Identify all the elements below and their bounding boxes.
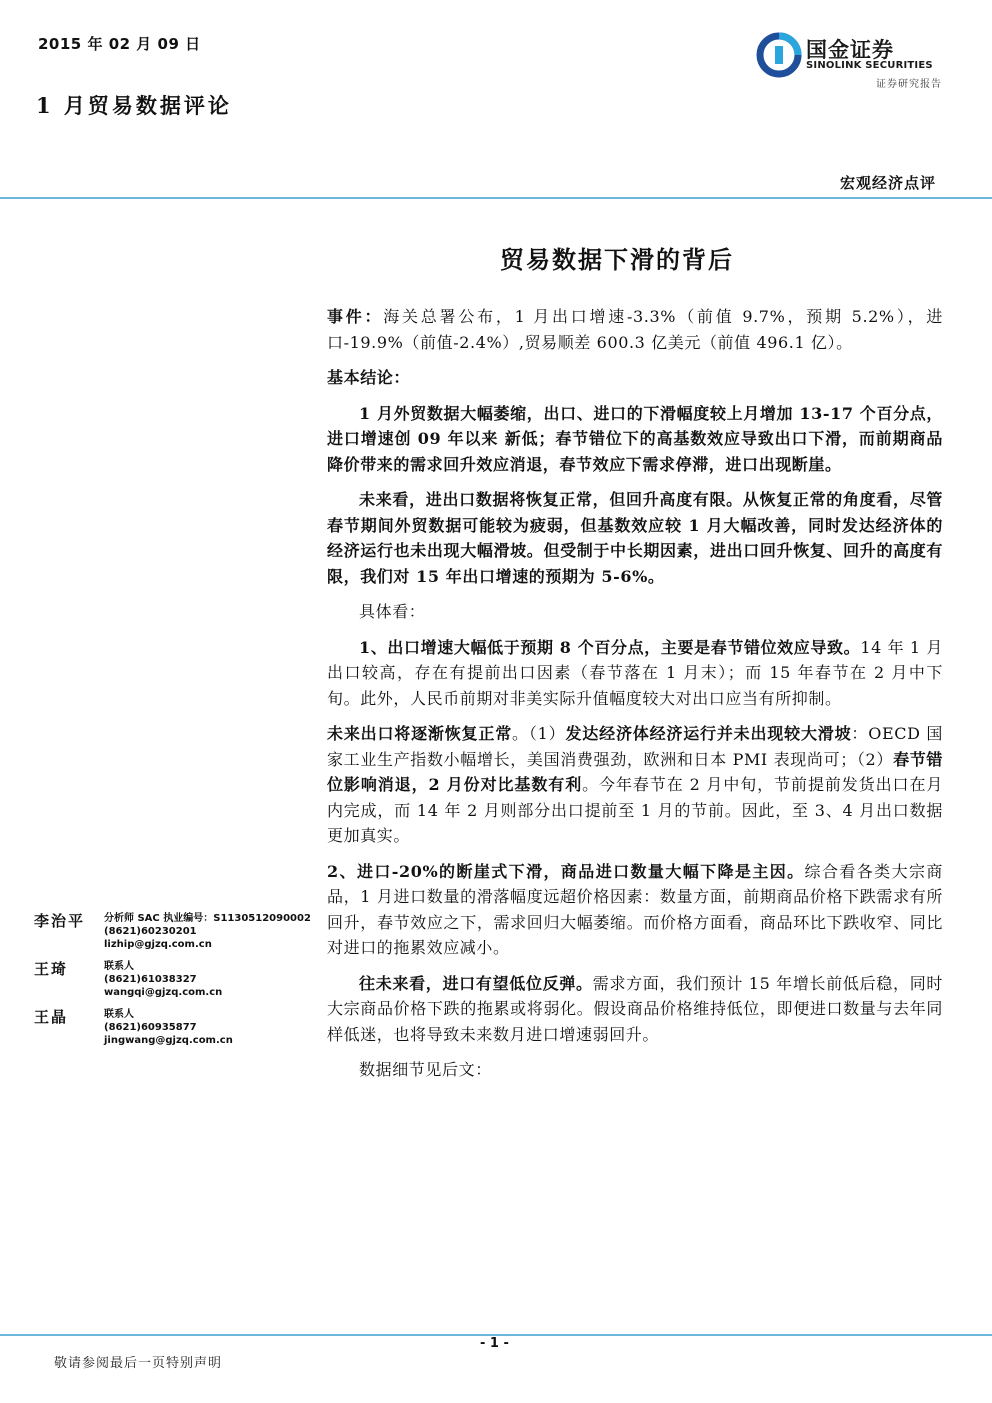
analyst-entry [34, 958, 324, 1006]
logo-subtitle: 证券研究报告 [876, 79, 942, 90]
point-2-paragraph: 2、进口-20%的断崖式下滑，商品进口数量大幅下降是主因。综合看各类大宗商品，1 月进口数量的滑落幅度远超价格因素：数量方面，前期商品价格下跌需求有所回升，春节效应之下，需求回归大幅萎缩。而价格方面看，商品环比下跌收窄、同比对进口的拖累效应减小。 [327, 861, 943, 957]
analyst-name: 李治平 [34, 912, 86, 930]
main-title: 贸易数据下滑的背后 [500, 245, 734, 274]
analyst-contact: 联系人 (8621)60935877 jingwang@gjzq.com.cn [104, 1009, 233, 1046]
logo-mark-icon [756, 32, 802, 78]
header-divider [0, 197, 992, 199]
point-2b-paragraph: 往未来看，进口有望低位反弹。需求方面，我们预计 15 年增长前低后稳，同时大宗商品价格下跌的拖累或将弱化。假设商品价格维持低位，即便进口数量与去年同样低迷，也将导致未来数月进口增速弱回升。 [327, 973, 943, 1044]
conclusion-paragraph-2: 未来看，进出口数据将恢复正常，但回升高度有限。从恢复正常的角度看，尽管春节期间外贸数据可能较为疲弱，但基数效应较 1 月大幅改善，同时发达经济体的经济运行也未出现大幅滑坡。但受制于中长期因素，进出口回升恢复、回升的高度有限，我们对 15 年出口增速的预期为 5-6%。 [327, 490, 943, 586]
page-number: - 1 - [480, 1336, 509, 1351]
report-title: 1 月贸易数据评论 [36, 93, 232, 118]
analyst-contact: 联系人 (8621)61038327 wangqi@gjzq.com.cn [104, 961, 223, 998]
point-1b-paragraph: 未来出口将逐渐恢复正常。（1）发达经济体经济运行并未出现较大滑坡：OECD 国家工业生产指数小幅增长，美国消费强劲，欧洲和日本 PMI 表现尚可；（2）春节错位影响消退，2 月份对比基数有利。今年春节在 2 月中旬，节前提前发货出口在月内完成，而 14 年 2 月则部分出口提前至 1 月的节前。因此，至 3、4 月出口数据更加真实。 [327, 724, 943, 845]
event-text: 海关总署公布，1 月出口增速-3.3%（前值 9.7%，预期 5.2%），进口-19.9%（前值-2.4%）,贸易顺差 600.3 亿美元（前值 496.1 亿）。 [327, 307, 943, 352]
analyst-email[interactable]: lizhip@gjzq.com.cn [104, 939, 212, 950]
closing-line: 数据细节见后文： [359, 1060, 492, 1079]
report-body [327, 304, 943, 1093]
analyst-entry [34, 910, 324, 958]
analyst-email[interactable]: jingwang@gjzq.com.cn [104, 1035, 233, 1046]
analyst-name: 王琦 [34, 960, 69, 978]
event-paragraph [327, 304, 943, 355]
report-date: 2015 年 02 月 09 日 [38, 35, 201, 53]
analyst-entry [34, 1006, 324, 1054]
analyst-email[interactable]: wangqi@gjzq.com.cn [104, 987, 223, 998]
point-1-paragraph: 1、出口增速大幅低于预期 8 个百分点，主要是春节错位效应导致。14 年 1 月出口较高，存在有提前出口因素（春节落在 1 月末）；而 15 年春节在 2 月中下旬。此外，人民币前期对非美实际升值幅度较大对出口应当有所抑制。 [327, 637, 943, 708]
logo-chinese-name: 国金证券 [806, 38, 894, 62]
logo-english-name: SINOLINK SECURITIES [806, 60, 933, 71]
analyst-contact: 分析师 SAC 执业编号：S1130512090002 (8621)60230201 lizhip@gjzq.com.cn [104, 913, 311, 950]
analyst-list [34, 910, 324, 1054]
specific-heading: 具体看： [359, 602, 426, 621]
conclusion-paragraph-1: 1 月外贸数据大幅萎缩，出口、进口的下滑幅度较上月增加 13-17 个百分点，进口增速创 09 年以来 新低；春节错位下的高基数效应导致出口下滑，而前期商品降价带来的需求回升效应消退，春节效应下需求停滞，进口出现断崖。 [327, 403, 943, 474]
disclaimer-note: 敬请参阅最后一页特别声明 [54, 1356, 223, 1371]
report-category: 宏观经济点评 [839, 174, 936, 192]
event-label: 事件： [327, 307, 384, 326]
conclusion-heading: 基本结论： [327, 368, 411, 387]
company-logo [756, 30, 946, 92]
analyst-name: 王晶 [34, 1008, 69, 1026]
